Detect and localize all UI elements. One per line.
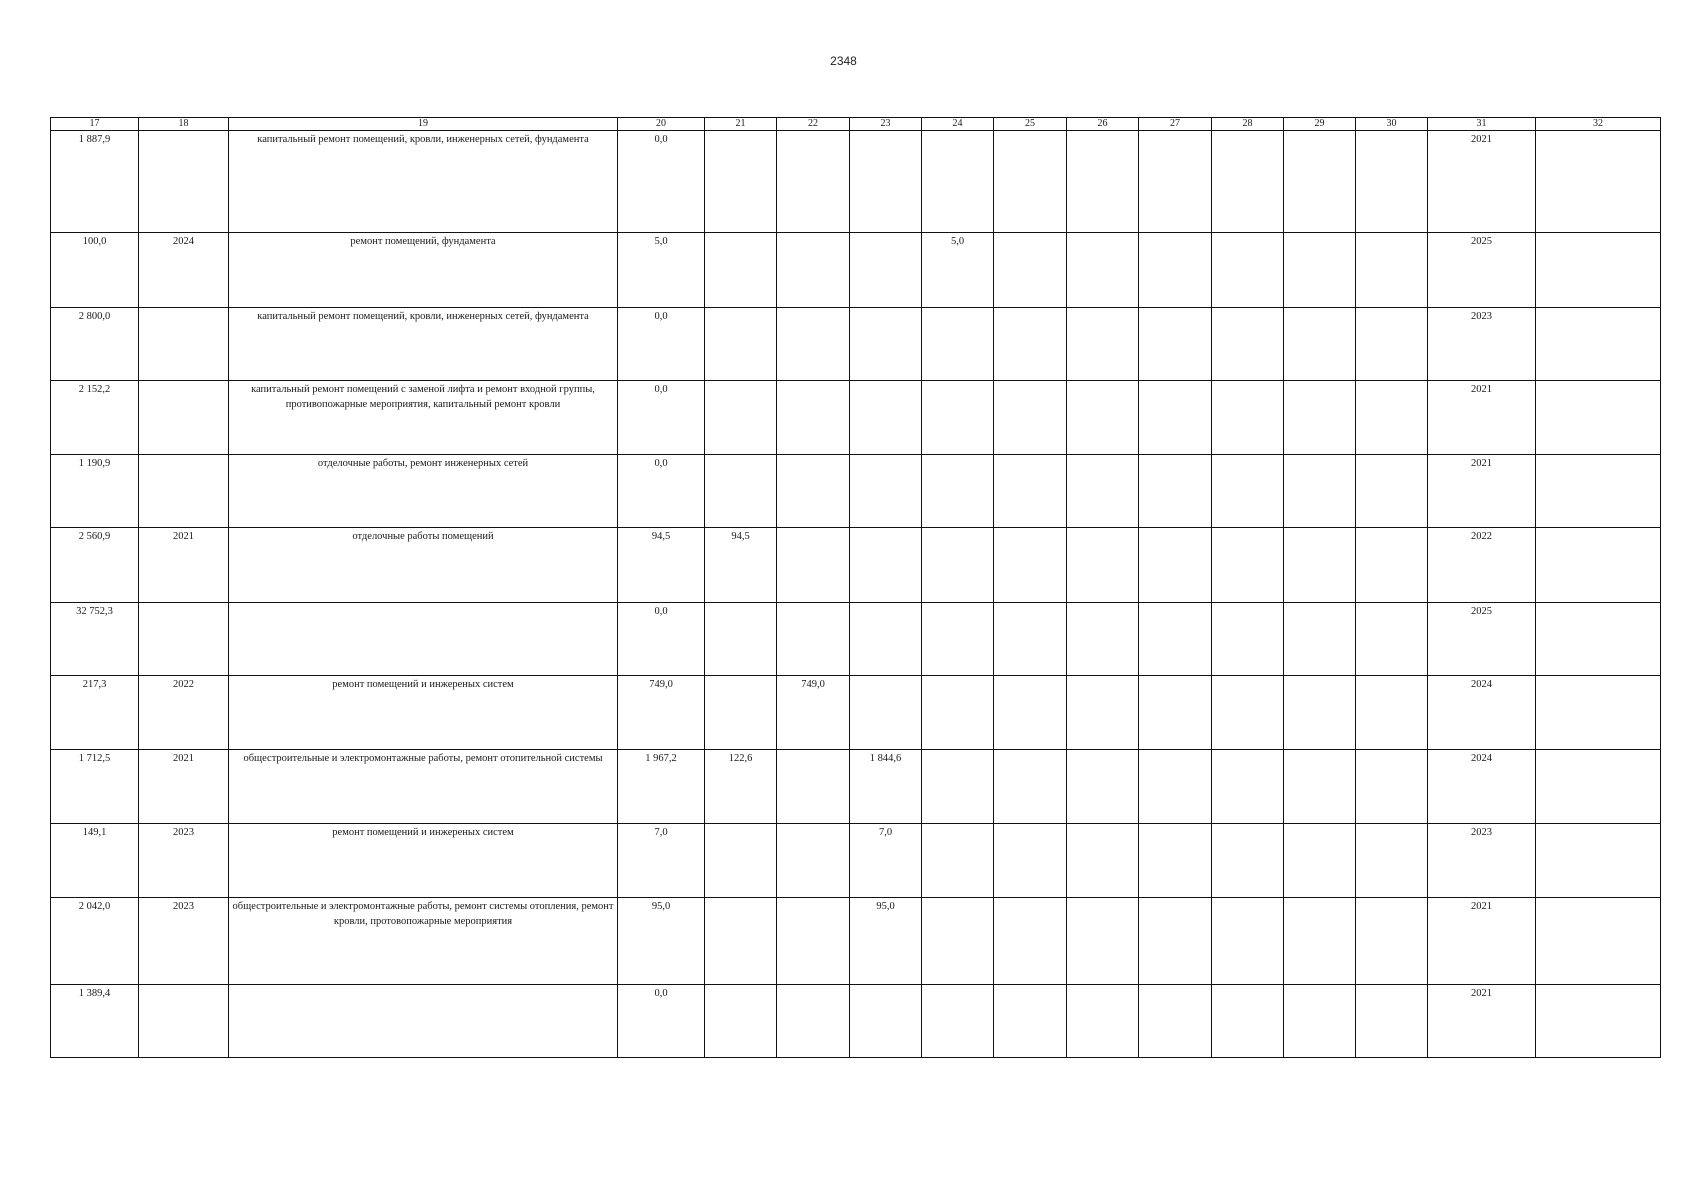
cell-24 bbox=[922, 603, 994, 676]
table-row bbox=[51, 985, 1661, 1058]
cell-20: 0,0 bbox=[618, 455, 705, 528]
cell-27 bbox=[1139, 898, 1212, 985]
cell-17: 2 152,2 bbox=[51, 381, 139, 455]
cell-17: 149,1 bbox=[51, 824, 139, 898]
cell-17: 2 560,9 bbox=[51, 528, 139, 603]
column-header-27: 27 bbox=[1139, 118, 1212, 131]
table-row bbox=[51, 131, 1661, 233]
cell-28 bbox=[1212, 381, 1284, 455]
cell-29 bbox=[1284, 824, 1356, 898]
cell-20: 0,0 bbox=[618, 308, 705, 381]
cell-21: 94,5 bbox=[705, 528, 777, 603]
cell-28 bbox=[1212, 750, 1284, 824]
cell-26 bbox=[1067, 824, 1139, 898]
table-header bbox=[51, 118, 1661, 131]
cell-27 bbox=[1139, 131, 1212, 233]
column-header-25: 25 bbox=[994, 118, 1067, 131]
cell-20: 7,0 bbox=[618, 824, 705, 898]
cell-23 bbox=[850, 131, 922, 233]
cell-22 bbox=[777, 381, 850, 455]
cell-19 bbox=[229, 985, 618, 1058]
cell-22 bbox=[777, 985, 850, 1058]
cell-25 bbox=[994, 528, 1067, 603]
cell-22 bbox=[777, 528, 850, 603]
cell-18: 2022 bbox=[139, 676, 229, 750]
column-header-32: 32 bbox=[1536, 118, 1661, 131]
cell-25 bbox=[994, 131, 1067, 233]
cell-19: капитальный ремонт помещений с заменой лифта и ремонт входной группы, противопожарные мероприятия, капитальный ремонт кровли bbox=[229, 381, 618, 455]
cell-17: 100,0 bbox=[51, 233, 139, 308]
cell-18 bbox=[139, 381, 229, 455]
cell-28 bbox=[1212, 455, 1284, 528]
cell-20: 0,0 bbox=[618, 985, 705, 1058]
cell-24 bbox=[922, 131, 994, 233]
cell-31: 2024 bbox=[1428, 750, 1536, 824]
cell-31: 2021 bbox=[1428, 381, 1536, 455]
cell-21 bbox=[705, 308, 777, 381]
cell-17: 32 752,3 bbox=[51, 603, 139, 676]
cell-22 bbox=[777, 131, 850, 233]
cell-28 bbox=[1212, 676, 1284, 750]
cell-18 bbox=[139, 455, 229, 528]
table-row bbox=[51, 603, 1661, 676]
cell-29 bbox=[1284, 603, 1356, 676]
cell-21 bbox=[705, 233, 777, 308]
cell-24 bbox=[922, 308, 994, 381]
cell-23 bbox=[850, 603, 922, 676]
cell-32 bbox=[1536, 308, 1661, 381]
cell-26 bbox=[1067, 603, 1139, 676]
column-header-18: 18 bbox=[139, 118, 229, 131]
cell-17: 1 712,5 bbox=[51, 750, 139, 824]
cell-27 bbox=[1139, 455, 1212, 528]
cell-23 bbox=[850, 455, 922, 528]
cell-31: 2021 bbox=[1428, 131, 1536, 233]
cell-22 bbox=[777, 603, 850, 676]
cell-26 bbox=[1067, 750, 1139, 824]
column-header-31: 31 bbox=[1428, 118, 1536, 131]
cell-32 bbox=[1536, 455, 1661, 528]
cell-30 bbox=[1356, 898, 1428, 985]
cell-23: 7,0 bbox=[850, 824, 922, 898]
cell-19: общестроительные и электромонтажные работы, ремонт системы отопления, ремонт кровли, протовопожарные мероприятия bbox=[229, 898, 618, 985]
cell-32 bbox=[1536, 898, 1661, 985]
cell-26 bbox=[1067, 455, 1139, 528]
column-header-20: 20 bbox=[618, 118, 705, 131]
header-row bbox=[51, 118, 1661, 131]
cell-18 bbox=[139, 131, 229, 233]
cell-28 bbox=[1212, 528, 1284, 603]
cell-29 bbox=[1284, 131, 1356, 233]
cell-24 bbox=[922, 750, 994, 824]
cell-29 bbox=[1284, 528, 1356, 603]
cell-20: 0,0 bbox=[618, 131, 705, 233]
cell-27 bbox=[1139, 824, 1212, 898]
cell-22 bbox=[777, 455, 850, 528]
column-header-21: 21 bbox=[705, 118, 777, 131]
cell-25 bbox=[994, 824, 1067, 898]
cell-27 bbox=[1139, 603, 1212, 676]
cell-23 bbox=[850, 381, 922, 455]
cell-30 bbox=[1356, 985, 1428, 1058]
cell-23 bbox=[850, 676, 922, 750]
cell-25 bbox=[994, 750, 1067, 824]
cell-21 bbox=[705, 824, 777, 898]
table-row bbox=[51, 750, 1661, 824]
cell-26 bbox=[1067, 233, 1139, 308]
column-header-28: 28 bbox=[1212, 118, 1284, 131]
cell-17: 2 042,0 bbox=[51, 898, 139, 985]
cell-21 bbox=[705, 455, 777, 528]
cell-31: 2023 bbox=[1428, 824, 1536, 898]
cell-30 bbox=[1356, 824, 1428, 898]
table-row bbox=[51, 455, 1661, 528]
cell-23 bbox=[850, 308, 922, 381]
cell-22 bbox=[777, 308, 850, 381]
cell-32 bbox=[1536, 676, 1661, 750]
cell-25 bbox=[994, 898, 1067, 985]
cell-27 bbox=[1139, 233, 1212, 308]
column-header-30: 30 bbox=[1356, 118, 1428, 131]
cell-19: ремонт помещений и инжереных систем bbox=[229, 676, 618, 750]
cell-32 bbox=[1536, 233, 1661, 308]
cell-29 bbox=[1284, 676, 1356, 750]
cell-18: 2021 bbox=[139, 750, 229, 824]
cell-21: 122,6 bbox=[705, 750, 777, 824]
cell-20: 95,0 bbox=[618, 898, 705, 985]
cell-24 bbox=[922, 528, 994, 603]
column-header-23: 23 bbox=[850, 118, 922, 131]
cell-22 bbox=[777, 898, 850, 985]
table-row bbox=[51, 676, 1661, 750]
cell-18 bbox=[139, 308, 229, 381]
cell-25 bbox=[994, 308, 1067, 381]
cell-22: 749,0 bbox=[777, 676, 850, 750]
cell-19: ремонт помещений и инжереных систем bbox=[229, 824, 618, 898]
cell-18 bbox=[139, 985, 229, 1058]
cell-26 bbox=[1067, 676, 1139, 750]
cell-27 bbox=[1139, 750, 1212, 824]
cell-23: 95,0 bbox=[850, 898, 922, 985]
cell-26 bbox=[1067, 381, 1139, 455]
cell-20: 0,0 bbox=[618, 603, 705, 676]
cell-28 bbox=[1212, 308, 1284, 381]
cell-31: 2021 bbox=[1428, 898, 1536, 985]
cell-27 bbox=[1139, 381, 1212, 455]
cell-24 bbox=[922, 898, 994, 985]
cell-18: 2024 bbox=[139, 233, 229, 308]
cell-24 bbox=[922, 985, 994, 1058]
cell-32 bbox=[1536, 381, 1661, 455]
cell-29 bbox=[1284, 308, 1356, 381]
cell-31: 2024 bbox=[1428, 676, 1536, 750]
column-header-24: 24 bbox=[922, 118, 994, 131]
cell-21 bbox=[705, 985, 777, 1058]
cell-17: 2 800,0 bbox=[51, 308, 139, 381]
table-body bbox=[51, 131, 1661, 1058]
cell-23: 1 844,6 bbox=[850, 750, 922, 824]
cell-20: 749,0 bbox=[618, 676, 705, 750]
cell-32 bbox=[1536, 824, 1661, 898]
cell-20: 94,5 bbox=[618, 528, 705, 603]
cell-22 bbox=[777, 824, 850, 898]
cell-29 bbox=[1284, 455, 1356, 528]
cell-28 bbox=[1212, 603, 1284, 676]
cell-27 bbox=[1139, 308, 1212, 381]
table-row bbox=[51, 381, 1661, 455]
cell-23 bbox=[850, 985, 922, 1058]
cell-32 bbox=[1536, 528, 1661, 603]
cell-28 bbox=[1212, 985, 1284, 1058]
cell-20: 1 967,2 bbox=[618, 750, 705, 824]
cell-26 bbox=[1067, 528, 1139, 603]
cell-31: 2021 bbox=[1428, 455, 1536, 528]
cell-17: 217,3 bbox=[51, 676, 139, 750]
cell-32 bbox=[1536, 603, 1661, 676]
cell-26 bbox=[1067, 898, 1139, 985]
table-row bbox=[51, 528, 1661, 603]
cell-31: 2022 bbox=[1428, 528, 1536, 603]
cell-19: отделочные работы помещений bbox=[229, 528, 618, 603]
cell-25 bbox=[994, 603, 1067, 676]
cell-30 bbox=[1356, 131, 1428, 233]
cell-21 bbox=[705, 381, 777, 455]
table-row bbox=[51, 233, 1661, 308]
cell-24 bbox=[922, 824, 994, 898]
cell-17: 1 389,4 bbox=[51, 985, 139, 1058]
cell-22 bbox=[777, 750, 850, 824]
cell-21 bbox=[705, 898, 777, 985]
cell-18: 2021 bbox=[139, 528, 229, 603]
cell-30 bbox=[1356, 603, 1428, 676]
cell-31: 2025 bbox=[1428, 603, 1536, 676]
cell-18 bbox=[139, 603, 229, 676]
cell-18: 2023 bbox=[139, 824, 229, 898]
cell-19: капитальный ремонт помещений, кровли, инженерных сетей, фундамента bbox=[229, 131, 618, 233]
column-header-26: 26 bbox=[1067, 118, 1139, 131]
cell-19: ремонт помещений, фундамента bbox=[229, 233, 618, 308]
page-number: 2348 bbox=[830, 54, 857, 68]
cell-31: 2021 bbox=[1428, 985, 1536, 1058]
cell-30 bbox=[1356, 676, 1428, 750]
table-row bbox=[51, 308, 1661, 381]
cell-27 bbox=[1139, 985, 1212, 1058]
cell-30 bbox=[1356, 528, 1428, 603]
cell-23 bbox=[850, 233, 922, 308]
table-row bbox=[51, 824, 1661, 898]
cell-31: 2023 bbox=[1428, 308, 1536, 381]
cell-19 bbox=[229, 603, 618, 676]
cell-17: 1 190,9 bbox=[51, 455, 139, 528]
cell-24 bbox=[922, 381, 994, 455]
cell-28 bbox=[1212, 898, 1284, 985]
cell-23 bbox=[850, 528, 922, 603]
cell-21 bbox=[705, 131, 777, 233]
table-row bbox=[51, 898, 1661, 985]
cell-28 bbox=[1212, 824, 1284, 898]
cell-24 bbox=[922, 676, 994, 750]
cell-25 bbox=[994, 455, 1067, 528]
cell-19: отделочные работы, ремонт инженерных сетей bbox=[229, 455, 618, 528]
cell-30 bbox=[1356, 308, 1428, 381]
cell-26 bbox=[1067, 131, 1139, 233]
cell-30 bbox=[1356, 750, 1428, 824]
cell-19: общестроительные и электромонтажные работы, ремонт отопительной системы bbox=[229, 750, 618, 824]
cell-19: капитальный ремонт помещений, кровли, инженерных сетей, фундамента bbox=[229, 308, 618, 381]
cell-30 bbox=[1356, 381, 1428, 455]
column-header-22: 22 bbox=[777, 118, 850, 131]
cell-24: 5,0 bbox=[922, 233, 994, 308]
column-header-19: 19 bbox=[229, 118, 618, 131]
cell-30 bbox=[1356, 455, 1428, 528]
column-header-17: 17 bbox=[51, 118, 139, 131]
cell-32 bbox=[1536, 985, 1661, 1058]
cell-29 bbox=[1284, 233, 1356, 308]
cell-25 bbox=[994, 676, 1067, 750]
cell-25 bbox=[994, 233, 1067, 308]
cell-29 bbox=[1284, 898, 1356, 985]
cell-26 bbox=[1067, 985, 1139, 1058]
column-header-29: 29 bbox=[1284, 118, 1356, 131]
cell-17: 1 887,9 bbox=[51, 131, 139, 233]
cell-20: 5,0 bbox=[618, 233, 705, 308]
cell-32 bbox=[1536, 750, 1661, 824]
cell-26 bbox=[1067, 308, 1139, 381]
cell-29 bbox=[1284, 750, 1356, 824]
cell-25 bbox=[994, 985, 1067, 1058]
cell-21 bbox=[705, 603, 777, 676]
cell-32 bbox=[1536, 131, 1661, 233]
data-table bbox=[50, 117, 1661, 1058]
cell-27 bbox=[1139, 528, 1212, 603]
cell-29 bbox=[1284, 381, 1356, 455]
cell-31: 2025 bbox=[1428, 233, 1536, 308]
cell-22 bbox=[777, 233, 850, 308]
cell-28 bbox=[1212, 233, 1284, 308]
cell-20: 0,0 bbox=[618, 381, 705, 455]
cell-29 bbox=[1284, 985, 1356, 1058]
cell-24 bbox=[922, 455, 994, 528]
cell-27 bbox=[1139, 676, 1212, 750]
cell-18: 2023 bbox=[139, 898, 229, 985]
cell-21 bbox=[705, 676, 777, 750]
cell-30 bbox=[1356, 233, 1428, 308]
cell-28 bbox=[1212, 131, 1284, 233]
cell-25 bbox=[994, 381, 1067, 455]
